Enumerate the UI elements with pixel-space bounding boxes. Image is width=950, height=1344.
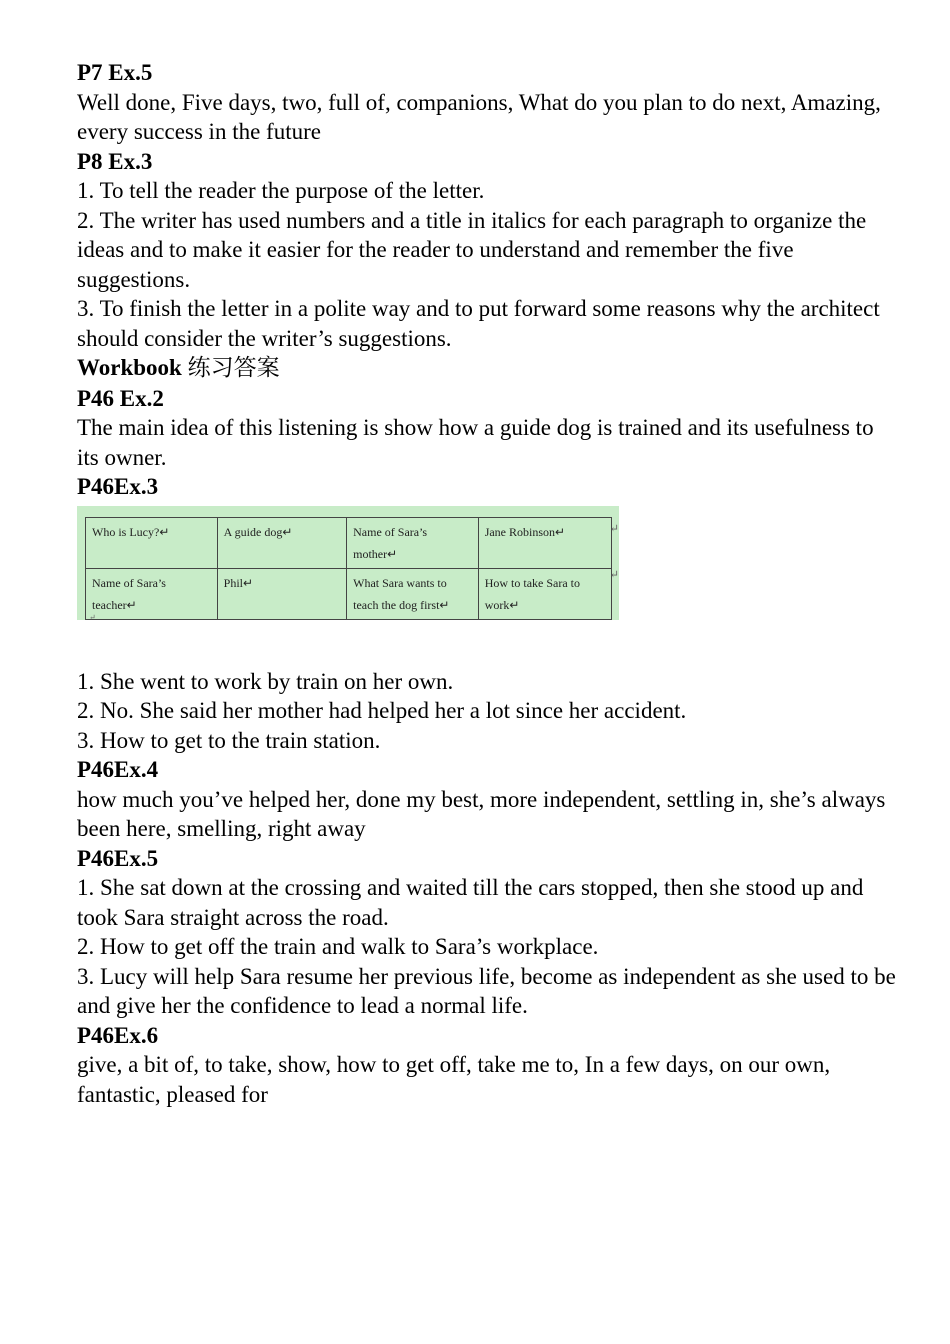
answer-text: The main idea of this listening is show how a guide dog is trained and its usefulness to its owner. [77, 415, 874, 470]
row-end-mark: ↵ [609, 522, 619, 535]
table-row [86, 568, 612, 619]
answer-table-image [77, 506, 619, 620]
answer-text: give, a bit of, to take, show, how to get off, take me to, In a few days, on our own, fantastic, pleased for [77, 1052, 831, 1107]
answer-table [85, 517, 612, 620]
table-cell: What Sara wants to teach the dog first↵ [347, 568, 479, 619]
table-cell: A guide dog↵ [217, 517, 346, 568]
row-end-mark: ↵ [609, 568, 619, 581]
answer-line: 1. She sat down at the crossing and waited till the cars stopped, then she stood up and took Sara straight across the road. [77, 875, 864, 930]
table-cell: Phil↵ [217, 568, 346, 619]
workbook-subtitle: 练习答案 [187, 355, 280, 381]
section-heading: P8 Ex.3 [77, 148, 153, 174]
table-row [86, 517, 612, 568]
table-cell: Name of Sara’s teacher↵ [86, 568, 218, 619]
answer-text: Well done, Five days, two, full of, companions, What do you plan to do next, Amazing, every success in the future [77, 89, 881, 144]
answer-text: how much you’ve helped her, done my best, more independent, settling in, she’s always been here, smelling, right away [77, 786, 886, 841]
workbook-title: Workbook [77, 355, 182, 380]
answer-line: 3. How to get to the train station. [77, 727, 381, 753]
section-heading: P46Ex.3 [77, 474, 159, 499]
answer-line: 2. How to get off the train and walk to Sara’s workplace. [77, 934, 599, 959]
section-heading: P46Ex.6 [77, 1022, 159, 1048]
workbook-heading [77, 353, 897, 384]
answer-line: 2. The writer has used numbers and a title in italics for each paragraph to organize the ideas and to make it easier for the reader to understand and remember the five suggestions. [77, 207, 867, 292]
answer-line: 3. To finish the letter in a polite way and to put forward some reasons why the architect should consider the writer’s suggestions. [77, 296, 880, 351]
paragraph-mark: ↵ [89, 612, 96, 622]
answer-line: 3. Lucy will help Sara resume her previous life, become as independent as she used to be and give her the confidence to lead a normal life. [77, 963, 896, 1018]
table-cell: Name of Sara’s mother↵ [347, 517, 479, 568]
table-cell: How to take Sara to work↵ [478, 568, 611, 619]
answer-line: 1. To tell the reader the purpose of the letter. [77, 178, 485, 203]
section-heading: P46 Ex.2 [77, 385, 164, 411]
document-page [77, 58, 897, 1109]
table-cell: Who is Lucy?↵ [86, 517, 218, 568]
section-heading: P7 Ex.5 [77, 60, 153, 85]
section-heading: P46Ex.5 [77, 845, 159, 871]
answer-line: 1. She went to work by train on her own. [77, 668, 454, 694]
table-cell: Jane Robinson↵ [478, 517, 611, 568]
answer-line: 2. No. She said her mother had helped her a lot since her accident. [77, 698, 687, 723]
section-heading: P46Ex.4 [77, 757, 159, 782]
